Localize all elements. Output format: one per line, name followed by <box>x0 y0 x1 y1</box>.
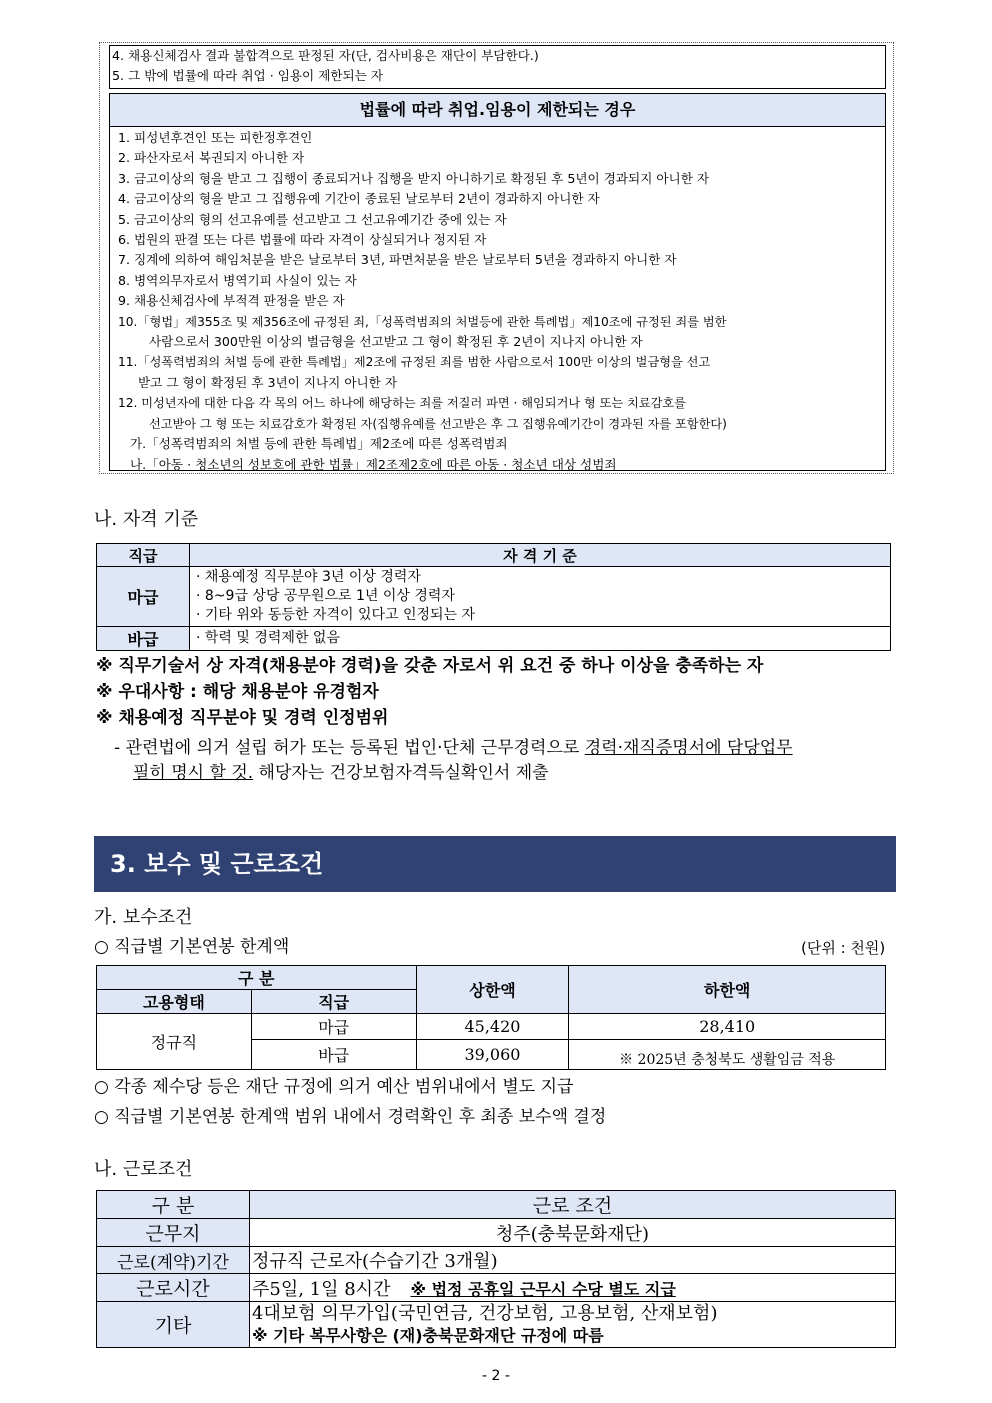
work-heading: 나. 근로조건 <box>94 1159 193 1180</box>
table-row <box>97 1302 896 1348</box>
criteria-line: · 채용예정 직무분야 3년 이상 경력자 <box>196 569 421 585</box>
restrict-item-cont: 받고 그 형이 확정된 후 3년이 지나지 아니한 자 <box>138 374 398 390</box>
pay-subheading: ○ 직급별 기본연봉 한계액 <box>94 937 290 957</box>
table-row <box>97 1274 896 1302</box>
row-label: 기타 <box>97 1302 250 1348</box>
restrict-item: 11.「성폭력범죄의 처벌 등에 관한 특례법」제2조에 규정된 죄를 범한 사람으로서 100만 이상의 벌금형을 선고 <box>118 355 711 370</box>
grade-header: 직급 <box>251 990 416 1014</box>
row-value-cell <box>250 1302 896 1348</box>
grade-cell: 마급 <box>251 1014 416 1040</box>
pay-table <box>96 965 886 1070</box>
work-cond-header: 근로 조건 <box>250 1191 896 1219</box>
career-note-line1 <box>114 735 793 761</box>
grade-cell: 바급 <box>97 627 190 651</box>
criteria-line: · 기타 위와 동등한 자격이 있다고 인정되는 자 <box>196 607 476 623</box>
qualification-table <box>96 543 891 651</box>
qualification-note: ※ 우대사항 : 해당 채용분야 유경험자 <box>96 682 379 702</box>
restrict-item: 2. 파산자로서 복권되지 아니한 자 <box>118 150 305 166</box>
table-row <box>97 1247 896 1274</box>
career-note-emphasis: 필히 명시 할 것. <box>133 763 254 783</box>
restrict-item: 8. 병역의무자로서 병역기피 사실이 있는 자 <box>118 272 357 288</box>
section-title: 3. 보수 및 근로조건 <box>94 836 896 892</box>
career-note-text: 해당자는 건강보험자격득실확인서 제출 <box>253 763 549 783</box>
row-note: ※ 법정 공휴일 근무시 수당 별도 지급 <box>410 1279 676 1299</box>
qualification-note: ※ 채용예정 직무분야 및 경력 인정범위 <box>96 708 389 728</box>
restrict-title: 법률에 따라 취업.임용이 제한되는 경우 <box>110 94 885 127</box>
col-grade-header: 직급 <box>97 544 190 567</box>
restrict-item: 5. 금고이상의 형의 선고유예를 선고받고 그 선고유예기간 중에 있는 자 <box>118 211 507 227</box>
restrict-item: 7. 징계에 의하여 해임처분을 받은 날로부터 3년, 파면처분을 받은 날로부터 5년을 경과하지 아니한 자 <box>118 252 677 268</box>
table-row <box>97 567 891 627</box>
qualification-note: ※ 직무기술서 상 자격(채용분야 경력)을 갖춘 자로서 위 요건 중 하나 이상을 충족하는 자 <box>96 656 764 676</box>
unit-label: (단위 : 천원) <box>801 939 886 957</box>
restrict-item: 6. 법원의 판결 또는 다른 법률에 따라 자격이 상실되거나 정지된 자 <box>118 232 487 248</box>
career-note-emphasis: 경력·재직증명서에 담당업무 <box>584 738 793 758</box>
restrict-item: 1. 피성년후견인 또는 피한정후견인 <box>118 130 313 145</box>
disqualify-item-5: 5. 그 밖에 법률에 따라 취업 · 임용이 제한되는 자 <box>112 68 384 83</box>
employment-type-cell: 정규직 <box>97 1014 252 1070</box>
restrict-item: 12. 미성년자에 대한 다음 각 목의 어느 하나에 해당하는 죄를 저질러 파면 · 해임되거나 형 또는 치료감호를 <box>118 396 686 411</box>
row-label: 근무지 <box>97 1219 250 1247</box>
restrict-box <box>109 93 886 471</box>
pay-heading: 가. 보수조건 <box>94 907 193 928</box>
restrict-subitem: 가.「성폭력범죄의 처벌 등에 관한 특례법」제2조에 따른 성폭력범죄 <box>130 436 508 452</box>
restrict-item: 4. 금고이상의 형을 받고 그 집행유예 기간이 종료된 날로부터 2년이 경과하지 아니한 자 <box>118 191 600 207</box>
grade-cell: 바급 <box>251 1040 416 1070</box>
disqualify-item-4: 4. 채용신체검사 결과 불합격으로 판정된 자(단, 검사비용은 재단이 부담한다.) <box>112 48 539 63</box>
row-value: 정규직 근로자(수습기간 3개월) <box>250 1247 896 1274</box>
lower-header: 하한액 <box>569 966 886 1014</box>
restrict-item-cont: 사람으로서 300만원 이상의 벌금형을 선고받고 그 형이 확정된 후 2년이 지나지 아니한 자 <box>149 334 643 350</box>
work-table <box>96 1190 896 1348</box>
grade-cell: 마급 <box>97 567 190 627</box>
criteria-line: · 8~9급 상당 공무원으로 1년 이상 경력자 <box>196 588 455 604</box>
row-value-cell <box>250 1274 896 1302</box>
restrict-item: 9. 채용신체검사에 부적격 판정을 받은 자 <box>118 293 345 309</box>
career-note-line2 <box>133 760 549 786</box>
table-row <box>97 627 891 651</box>
pay-group-header: 구 분 <box>97 966 417 990</box>
page-number: - 2 - <box>482 1368 510 1384</box>
criteria-line: · 학력 및 경력제한 없음 <box>196 630 340 646</box>
work-group-header: 구 분 <box>97 1191 250 1219</box>
type-header: 고용형태 <box>97 990 252 1014</box>
criteria-cell <box>190 567 891 627</box>
restrict-item: 3. 금고이상의 형을 받고 그 집행이 종료되거나 집행을 받지 아니하기로 확정된 후 5년이 경과되지 아니한 자 <box>118 170 710 186</box>
restrict-subitem: 나.「아동 · 청소년의 성보호에 관한 법률」제2조제2호에 따른 아동 · 청소년 대상 성범죄 <box>130 456 617 472</box>
disqualification-box <box>99 42 894 474</box>
table-row <box>97 1219 896 1247</box>
upper-cell: 39,060 <box>416 1040 569 1070</box>
upper-cell: 45,420 <box>416 1014 569 1040</box>
upper-header: 상한액 <box>416 966 569 1014</box>
restrict-item: 10.「형법」제355조 및 제356조에 규정된 죄,「성폭력범죄의 처벌등에 관한 특례법」제10조에 규정된 죄를 범한 <box>118 314 727 329</box>
row-label: 근로시간 <box>97 1274 250 1302</box>
disqualify-tail-box <box>109 45 886 89</box>
row-value: 주5일, 1일 8시간 <box>252 1278 391 1300</box>
pay-note: ○ 직급별 기본연봉 한계액 범위 내에서 경력확인 후 최종 보수액 결정 <box>94 1107 607 1127</box>
lower-cell: ※ 2025년 충청북도 생활임금 적용 <box>569 1040 886 1070</box>
pay-note: ○ 각종 제수당 등은 재단 규정에 의거 예산 범위내에서 별도 지급 <box>94 1077 574 1097</box>
table-row <box>97 1014 886 1040</box>
criteria-cell <box>190 627 891 651</box>
qualification-heading: 나. 자격 기준 <box>94 509 199 530</box>
restrict-list <box>118 128 885 475</box>
lower-cell: 28,410 <box>569 1014 886 1040</box>
row-value: 청주(충북문화재단) <box>250 1219 896 1247</box>
row-value: 4대보험 의무가입(국민연금, 건강보험, 고용보험, 산재보험) <box>252 1302 718 1324</box>
career-note-text: - 관련법에 의거 설립 허가 또는 등록된 법인·단체 근무경력으로 <box>114 738 585 758</box>
row-label: 근로(계약)기간 <box>97 1247 250 1274</box>
row-note: ※ 기타 복무사항은 (재)충북문화재단 규정에 따름 <box>252 1325 604 1345</box>
col-criteria-header: 자 격 기 준 <box>190 544 891 567</box>
restrict-item-cont: 선고받아 그 형 또는 치료감호가 확정된 자(집행유예를 선고받은 후 그 집행유예기간이 경과된 자를 포함한다) <box>149 416 727 431</box>
